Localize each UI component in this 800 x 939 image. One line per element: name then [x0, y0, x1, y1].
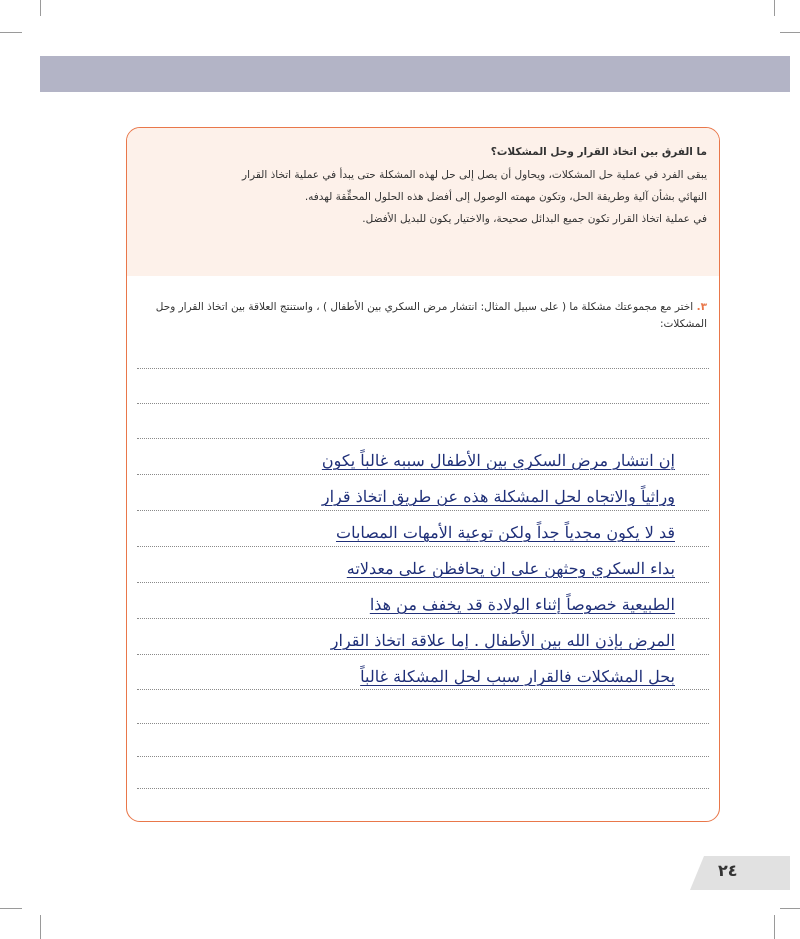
- crop-mark-top-left-h: [0, 32, 22, 33]
- page-number-tab: [690, 856, 790, 890]
- question-text: اختر مع مجموعتك مشكلة ما ( على سبيل المثال: انتشار مرض السكري بين الأطفال ) ، واستنتج العلاقة بين اتخاذ القرار وحل المشكلات:: [155, 301, 707, 330]
- handwritten-answer-line: قد لا يكون مجدياً جداً ولكن توعية الأمهات المصابات: [336, 523, 675, 542]
- answer-line[interactable]: [137, 546, 709, 547]
- header-band: [40, 56, 790, 92]
- activity-box: [126, 127, 720, 822]
- crop-mark-bottom-right-v: [774, 915, 775, 939]
- answer-line[interactable]: [137, 474, 709, 475]
- info-panel: [127, 128, 719, 276]
- question-number: ٣.: [696, 301, 707, 313]
- answer-line[interactable]: [137, 654, 709, 655]
- crop-mark-bottom-left-v: [40, 915, 41, 939]
- answer-line[interactable]: [137, 368, 709, 369]
- info-title: ما الفرق بين اتخاذ القرار وحل المشكلات؟: [490, 146, 707, 158]
- answer-line[interactable]: [137, 438, 709, 439]
- handwritten-answer-line: إن انتشار مرض السكري بين الأطفال سببه غالباً يكون: [321, 451, 675, 470]
- answer-line[interactable]: [137, 756, 709, 757]
- page-number: ٢٤: [718, 861, 738, 880]
- handwritten-answer-line: وراثياً والاتجاه لحل المشكلة هذه عن طريق اتخاذ قرار: [321, 487, 675, 506]
- question-3: [137, 299, 707, 333]
- crop-mark-top-right-v: [774, 0, 775, 16]
- answer-line[interactable]: [137, 689, 709, 690]
- answer-line[interactable]: [137, 618, 709, 619]
- crop-mark-bottom-left-h: [0, 908, 22, 909]
- handwritten-answer-line: بداء السكري وحثهن على ان يحافظن على معدلاته: [346, 559, 675, 578]
- info-line: يبقى الفرد في عملية حل المشكلات، ويحاول أن يصل إلى حل لهذه المشكلة حتى يبدأ في عملية اتخاذ القرار: [242, 169, 707, 181]
- answer-line[interactable]: [137, 582, 709, 583]
- info-line: النهائي بشأن آلية وطريقة الحل، وتكون مهمته الوصول إلى أفضل هذه الحلول المحقِّقة لهدفه.: [304, 191, 707, 203]
- handwritten-answer-line: الطبيعية خصوصاً إثناء الولادة قد يخفف من هذا: [369, 595, 675, 614]
- handwritten-answer-line: بحل المشكلات فالقرار سبب لحل المشكلة غالباً: [360, 667, 675, 686]
- crop-mark-bottom-right-h: [780, 908, 800, 909]
- answer-line[interactable]: [137, 510, 709, 511]
- handwritten-answer-line: المرض بإذن الله بين الأطفال . إما علاقة اتخاذ القرار: [330, 631, 675, 650]
- answer-line[interactable]: [137, 788, 709, 789]
- crop-mark-top-left-v: [40, 0, 41, 16]
- answer-line[interactable]: [137, 723, 709, 724]
- answer-line[interactable]: [137, 403, 709, 404]
- crop-mark-top-right-h: [780, 32, 800, 33]
- info-line: في عملية اتخاذ القرار تكون جميع البدائل صحيحة، والاختيار يكون للبديل الأفضل.: [362, 213, 707, 225]
